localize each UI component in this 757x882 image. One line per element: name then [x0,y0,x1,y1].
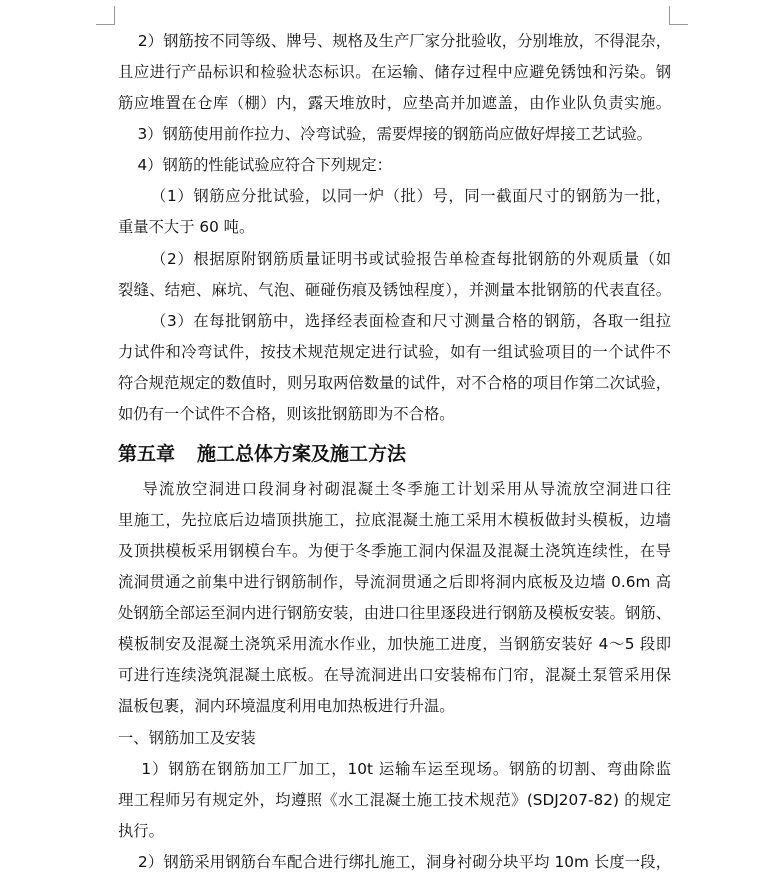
paragraph-sub-item-1 [118,181,671,243]
text-line: 重量不大于 60 吨。 [118,218,255,236]
text-line: 导流放空洞进口段洞身衬砌混凝土冬季施工计划采用从导流放空洞进口往 [118,480,671,498]
crop-mark-top-left [96,6,115,25]
text-line: 模板制安及混凝土浇筑采用流水作业，加快施工进度，当钢筋安装好 4～5 段即 [118,635,671,653]
text-line: 3）钢筋使用前作拉力、冷弯试验，需要焊接的钢筋尚应做好焊接工艺试验。 [118,125,652,143]
text-line: 且应进行产品标识和检验状态标识。在运输、储存过程中应避免锈蚀和污染。钢 [118,63,671,81]
text-line: （2）根据原附钢筋质量证明书或试验报告单检查每批钢筋的外观质量（如 [118,250,671,268]
text-line: 流洞贯通之前集中进行钢筋制作，导流洞贯通之后即将洞内底板及边墙 0.6m 高 [118,573,671,591]
paragraph-sub-item-3 [118,306,671,430]
paragraph-rebar-tests [118,119,671,150]
text-line: 里施工，先拉底后边墙顶拱施工，拉底混凝土施工采用木模板做封头模板，边墙 [118,511,671,529]
text-line: 及顶拱模板采用钢模台车。为便于冬季施工洞内保温及混凝土浇筑连续性，在导 [118,542,671,560]
chapter-number: 第五章 [118,443,176,465]
text-line: 温板包裹，洞内环境温度利用电加热板进行升温。 [118,697,455,715]
paragraph-sub-item-2 [118,244,671,306]
text-line: 理工程师另有规定外，均遵照《水工混凝土施工技术规范》(SDJ207-82) 的规定 [118,791,671,809]
text-line: 一、钢筋加工及安装 [118,729,256,747]
crop-mark-top-right [669,6,688,25]
paragraph-overview [118,474,671,722]
text-line: 4）钢筋的性能试验应符合下列规定： [118,156,392,174]
text-line: 如仍有一个试件不合格，则该批钢筋即为不合格。 [118,405,455,423]
text-line: 执行。 [118,822,164,840]
paragraph-rebar-performance [118,150,671,181]
text-line: （3）在每批钢筋中，选择经表面检查和尺寸测量合格的钢筋，各取一组拉 [118,312,671,330]
chapter-heading [118,437,671,471]
text-line: （1）钢筋应分批试验，以同一炉（批）号，同一截面尺寸的钢筋为一批， [118,187,671,205]
text-line: 力试件和冷弯试件，按技术规范规定进行试验，如有一组试验项目的一个试件不 [118,343,671,361]
chapter-title: 施工总体方案及施工方法 [197,443,407,465]
paragraph-rebar-acceptance [118,26,671,119]
text-line: 2）钢筋采用钢筋台车配合进行绑扎施工，洞身衬砌分块平均 10m 长度一段， [118,853,671,871]
text-line: 筋应堆置在仓库（棚）内，露天堆放时，应垫高并加遮盖，由作业队负责实施。 [118,94,671,112]
text-line: 1）钢筋在钢筋加工厂加工，10t 运输车运至现场。钢筋的切割、弯曲除监 [118,760,671,778]
text-line: 裂缝、结疤、麻坑、气泡、砸碰伤痕及锈蚀程度），并测量本批钢筋的代表直径。 [118,281,671,299]
text-line: 符合规范规定的数值时，则另取两倍数量的试件，对不合格的项目作第二次试验， [118,374,671,392]
paragraph-processing [118,754,671,847]
text-line: 可进行连续浇筑混凝土底板。在导流洞进出口安装棉布门帘，混凝土泵管采用保 [118,666,671,684]
text-line: 处钢筋全部运至洞内进行钢筋安装，由进口往里逐段进行钢筋及模板安装。钢筋、 [118,604,671,622]
paragraph-binding [118,847,671,878]
section-heading-rebar-processing [118,723,671,754]
text-line: 2）钢筋按不同等级、牌号、规格及生产厂家分批验收，分别堆放，不得混杂， [118,32,671,50]
